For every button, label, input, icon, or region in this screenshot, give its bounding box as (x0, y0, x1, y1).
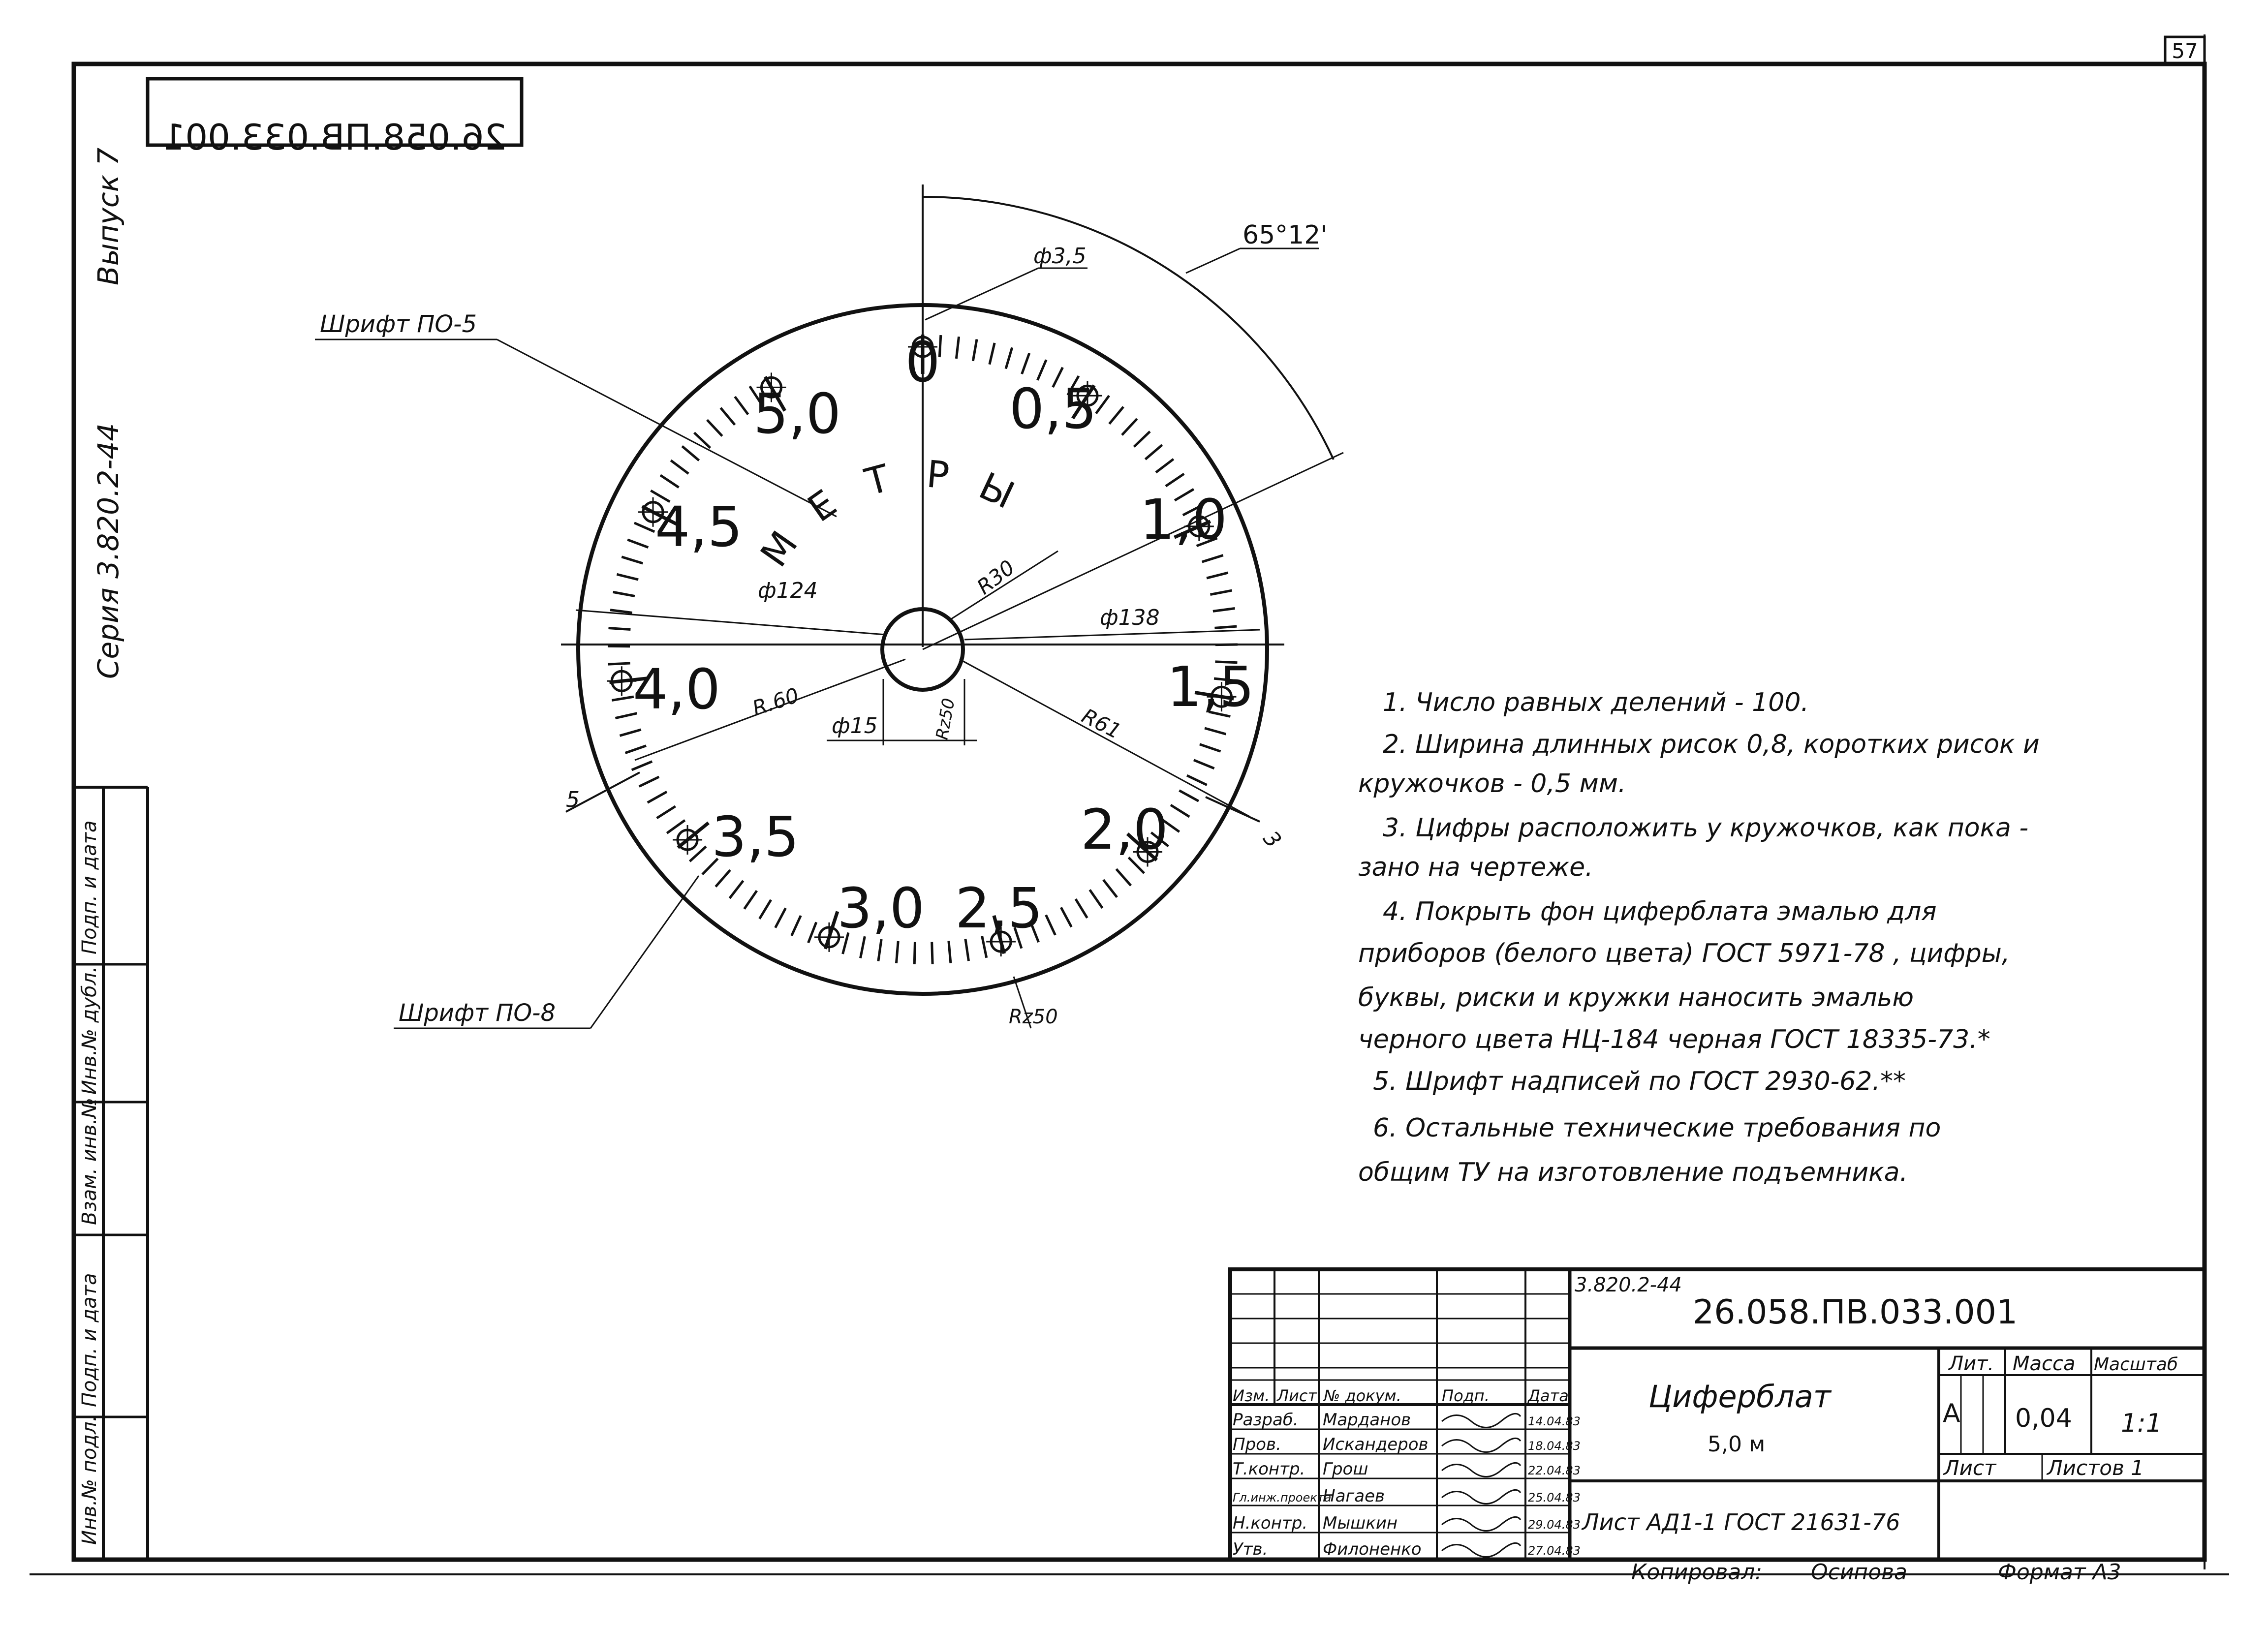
dial-word-letter: Ы (972, 463, 1021, 518)
signature-scribble (1442, 1543, 1521, 1557)
short-tick (1194, 760, 1214, 768)
short-tick (1046, 915, 1056, 935)
approval-name: Филоненко (1323, 1539, 1422, 1559)
side-series: Серия 3.820.2-44 (92, 423, 125, 679)
signature-scribble (1442, 1490, 1521, 1504)
short-tick (878, 939, 881, 961)
dial-word-letter: Е (800, 481, 844, 531)
short-tick (617, 574, 638, 580)
numeral-1-5: 1,5 (1166, 655, 1255, 719)
short-tick (808, 922, 816, 943)
dim-d138-line (964, 630, 1260, 640)
header-date: Дата (1528, 1386, 1569, 1405)
sheets-label: Листов 1 (2047, 1456, 2144, 1480)
dial-word (752, 452, 1021, 575)
short-tick (759, 900, 771, 919)
short-tick (1200, 744, 1221, 752)
short-tick (730, 881, 744, 898)
short-tick (621, 557, 643, 563)
approval-rows (1233, 1410, 1581, 1559)
scale-label: Масштаб (2094, 1354, 2178, 1375)
short-tick (792, 916, 801, 936)
scale-value: 1:1 (2121, 1409, 2162, 1438)
mass-value: 0,04 (2015, 1404, 2072, 1433)
short-tick (1207, 573, 1228, 578)
short-tick (657, 806, 676, 818)
short-tick (627, 540, 648, 548)
side-cell-label: Инв.№ дубл. (78, 966, 101, 1095)
dim-d124-line (576, 610, 886, 635)
part-name: Циферблат (1648, 1379, 1831, 1414)
short-tick (707, 420, 722, 436)
approval-name: Грош (1323, 1459, 1368, 1479)
short-tick (896, 941, 898, 963)
numeral-2-0: 2,0 (1080, 798, 1169, 862)
page-number: 57 (2172, 39, 2198, 63)
dim-d124-label: ф124 (758, 578, 818, 603)
scale-numerals (633, 331, 1254, 941)
dim-r61-label: R61 (1078, 704, 1125, 744)
dim-d138-label: ф138 (1100, 605, 1160, 630)
approval-role: Гл.инж.проекта (1233, 1491, 1332, 1505)
signature-scribble (1442, 1517, 1521, 1531)
short-tick (671, 461, 688, 474)
header-izm: Изм. (1233, 1386, 1270, 1405)
short-tick (1171, 805, 1189, 817)
numeral-5-0: 5,0 (753, 382, 841, 446)
approval-date: 25.04.83 (1528, 1491, 1581, 1505)
short-tick (1061, 907, 1071, 927)
approval-date: 14.04.83 (1528, 1414, 1581, 1428)
short-tick (1116, 869, 1131, 886)
rz50-rim-label: Rz50 (1009, 1006, 1058, 1028)
short-tick (1156, 459, 1174, 472)
short-tick (632, 762, 652, 770)
short-tick (1134, 431, 1150, 447)
short-tick (694, 432, 711, 448)
dial-word-letter: М (751, 523, 807, 575)
short-tick (735, 397, 748, 414)
dim-d35-label: ф3,5 (1033, 244, 1087, 269)
side-cell-label: Подп. и дата (78, 1273, 101, 1407)
angle-label: 65°12' (1243, 220, 1328, 250)
note-line: 3. Цифры расположить у кружочков, как пока - (1383, 813, 2029, 843)
approval-date: 29.04.83 (1528, 1518, 1581, 1532)
numeral-3-5: 3,5 (711, 805, 800, 869)
title-block (1230, 1269, 2205, 1560)
signature-scribble (1442, 1463, 1521, 1476)
approval-name: Нагаев (1323, 1486, 1385, 1506)
short-tick (1006, 347, 1012, 369)
short-tick (625, 746, 646, 753)
short-tick (914, 942, 915, 964)
short-tick (776, 908, 786, 928)
numeral-0-5: 0,5 (1009, 377, 1097, 441)
numeral-4-0: 4,0 (632, 658, 721, 722)
approval-role: Разраб. (1233, 1410, 1299, 1430)
font5-callout: Шрифт ПО-5 (320, 310, 477, 338)
short-tick (720, 408, 735, 425)
approval-date: 27.04.83 (1528, 1544, 1581, 1558)
approval-name: Искандеров (1323, 1435, 1429, 1454)
note-line: 6. Остальные технические требования по (1373, 1113, 1941, 1143)
short-tick (1214, 626, 1237, 628)
short-tick (634, 523, 654, 532)
short-tick (1145, 445, 1162, 459)
angle-leader (1186, 248, 1240, 273)
approval-date: 18.04.83 (1528, 1439, 1581, 1453)
short-tick (1202, 555, 1223, 562)
note-line: 5. Шрифт надписей по ГОСТ 2930-62.** (1373, 1067, 1906, 1096)
side-cell-label: Инв.№ подл. (78, 1415, 101, 1545)
part-subname: 5,0 м (1708, 1432, 1766, 1457)
short-tick (1166, 474, 1184, 486)
material: Лист АД1-1 ГОСТ 21631-76 (1582, 1509, 1900, 1536)
numeral-4-5: 4,5 (654, 495, 743, 559)
copied-name: Осипова (1811, 1560, 1908, 1585)
short-tick (715, 870, 730, 887)
dial-word-letter: Р (925, 452, 951, 498)
short-tick (660, 475, 679, 488)
approval-role: Утв. (1233, 1539, 1268, 1559)
short-tick (639, 777, 659, 787)
technical-notes (1358, 688, 2040, 1187)
short-tick (990, 343, 994, 365)
short-tick (1090, 890, 1103, 908)
format-label: Формат А3 (1998, 1560, 2121, 1585)
numeral-2-5: 2,5 (955, 877, 1043, 941)
side-issue: Выпуск 7 (92, 147, 125, 285)
font8-leader (590, 876, 699, 1028)
side-cell-label: Взам. инв.№ (78, 1098, 101, 1225)
numeral-0: 0 (905, 331, 940, 395)
mass-label: Масса (2013, 1352, 2076, 1375)
note-line: 1. Число равных делений - 100. (1383, 688, 1809, 717)
approval-name: Марданов (1323, 1410, 1411, 1430)
short-tick (608, 628, 630, 629)
section-mark-5: 5 (566, 787, 580, 812)
note-line: кружочков - 0,5 мм. (1358, 769, 1626, 799)
short-tick (610, 610, 632, 613)
note-line: 2. Ширина длинных рисок 0,8, коротких рисок и (1383, 730, 2040, 759)
short-tick (949, 941, 951, 963)
short-tick (613, 592, 635, 596)
short-tick (973, 339, 977, 361)
dim-r30-label: R30 (972, 555, 1020, 599)
short-tick (1213, 608, 1235, 611)
header-sign: Подп. (1442, 1386, 1490, 1405)
short-tick (956, 337, 959, 359)
section-mark-3: 3 (1258, 826, 1286, 853)
series-code: 3.820.2-44 (1575, 1274, 1682, 1296)
sheet-label: Лист (1944, 1456, 1996, 1480)
long-tick (678, 823, 709, 847)
short-tick (608, 663, 630, 664)
dial-word-letter: Т (860, 456, 894, 504)
note-line: приборов (белого цвета) ГОСТ 5971-78 , цифры, (1358, 939, 2010, 968)
short-tick (1109, 407, 1123, 424)
approval-role: Т.контр. (1233, 1459, 1305, 1479)
top-designation-mirrored: 26.058.ПВ.033.001 (162, 117, 507, 158)
short-tick (745, 891, 757, 909)
short-tick (1205, 728, 1226, 734)
approval-date: 22.04.83 (1528, 1464, 1581, 1477)
approval-role: Пров. (1233, 1435, 1281, 1454)
short-tick (612, 697, 633, 700)
short-tick (682, 446, 699, 461)
note-line: 4. Покрыть фон циферблата эмалью для (1383, 897, 1937, 926)
note-line: черного цвета НЦ-184 черная ГОСТ 18335-73.* (1358, 1025, 1990, 1054)
approval-name: Мышкин (1323, 1513, 1398, 1533)
note-line: зано на чертеже. (1358, 853, 1593, 882)
short-tick (1122, 419, 1137, 435)
note-line: буквы, риски и кружки наносить эмалью (1358, 983, 1914, 1013)
short-tick (1022, 353, 1029, 374)
numeral-3-0: 3,0 (837, 877, 925, 941)
dim-r60-label: R.60 (749, 683, 802, 721)
header-list: Лист (1277, 1386, 1317, 1405)
font8-callout: Шрифт ПО-8 (399, 999, 556, 1027)
copied-label: Копировал: (1631, 1560, 1763, 1585)
approval-role: Н.контр. (1233, 1513, 1308, 1533)
signature-scribble (1442, 1438, 1521, 1452)
short-tick (1076, 899, 1087, 918)
note-line: общим ТУ на изготовление подъемника. (1358, 1158, 1908, 1187)
short-tick (1103, 880, 1117, 897)
short-tick (648, 792, 667, 802)
signature-scribble (1442, 1413, 1521, 1427)
dim-d15-label: ф15 (832, 713, 878, 738)
header-doc: № докум. (1324, 1386, 1401, 1405)
designation: 26.058.ПВ.033.001 (1693, 1293, 2018, 1332)
rz50-center-label: Rz50 (932, 697, 959, 741)
lit-value: А (1943, 1399, 1960, 1428)
short-tick (1210, 590, 1232, 594)
side-cell-label: Подп. и дата (78, 820, 101, 954)
short-tick (620, 730, 641, 736)
numeral-1-0: 1,0 (1139, 488, 1228, 552)
short-tick (1179, 791, 1198, 801)
dial (315, 184, 1343, 1028)
short-tick (965, 939, 969, 961)
lit-label: Лит. (1949, 1352, 1994, 1375)
